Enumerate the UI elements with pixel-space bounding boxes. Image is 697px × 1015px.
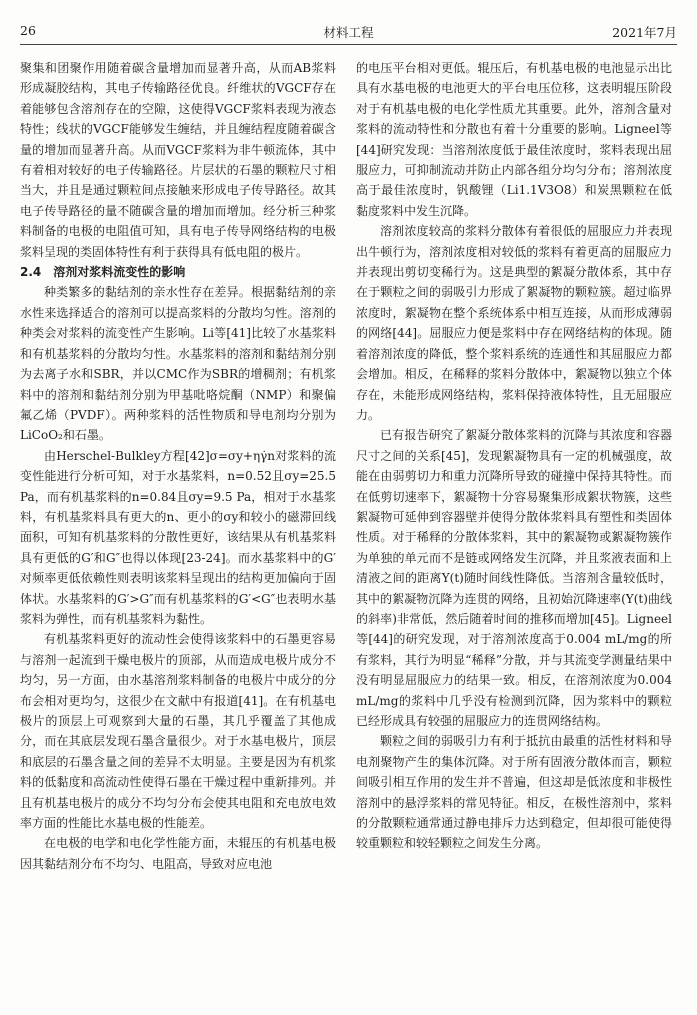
left-column xyxy=(20,58,336,874)
right-column xyxy=(356,58,672,854)
issue-date: 2021年7月 xyxy=(612,25,677,40)
page-header xyxy=(20,23,677,43)
page-number: 26 xyxy=(20,23,36,38)
paragraph: 已有报告研究了絮凝分散体浆料的沉降与其浓度和容器尺寸之间的关系[45]，发现絮凝物具有一定的机械强度，故能在由弱剪切力和重力沉降所导致的碰撞中保持其特性。而在低剪切速率下，絮凝物十分容易聚集形成絮状物簇，这些絮凝物可延伸到容器壁并使得分散体浆料具有塑性和类固体性质。对于稀释的分散体浆料，其中的絮凝物或絮凝物簇作为单独的单元而不是链或网络发生沉降，并且浆液表面和上清液之间的距离Y(t)随时间线性降低。当溶剂含量较低时，其中的絮凝物沉降为连贯的网络，且初始沉降速率(Y(t)曲线的斜率)非常低，然后随着时间的推移而增加[45]。Ligneel等[44]的研究发现，对于溶剂浓度高于0.004 mL/mg的所有浆料，其行为明显“稀释”分散，并与其流变学测量结果中没有明显屈服应力的结果一致。相反，在溶剂浓度为0.004 mL/mg的浆料中几乎没有检测到沉降，因为浆料中的颗粒已经形成具有较强的屈服应力的连贯网络结构。 xyxy=(356,428,672,728)
paragraph: 由Herschel-Bulkley方程[42]σ=σy+ηγ̇n对浆料的流变性能进行分析可知，对于水基浆料，n=0.52且σy=25.5 Pa，而有机基浆料的n=0.84且σy=9.5 Pa，相对于水基浆料，有机基浆料具有更大的n、更小的σy和较小的磁滞回线面积，可知有机基浆料的分散性更好，该结果从有机基浆料具有更低的G′和G″也得以体现[23-24]。而水基浆料中的G′对频率更低依赖性则表明该浆料呈现出的结构更加偏向于固体状。水基浆料的G′>G″而有机基浆料的G′<G″也表明水基浆料为弹性，而有机基浆料为黏性。 xyxy=(20,448,336,626)
journal-name: 材料工程 xyxy=(323,25,374,40)
paragraph: 有机基浆料更好的流动性会使得该浆料中的石墨更容易与溶剂一起流到干燥电极片的顶部，从而造成电极片成分不均匀，另一方面，由水基溶剂浆料制备的电极片中成分的分布会相对更均匀，这很少在文献中有报道[41]。在有机基电极片的顶层上可观察到大量的石墨，其几乎覆盖了其他成分，而在其底层发现石墨含量很少。对于水基电极片，顶层和底层的石墨含量之间的差异不太明显。主要是因为有机浆料的低黏度和高流动性使得石墨在干燥过程中重新排列。并且有机基电极片的成分不均匀分布会使其电阻和充电放电效率方面的性能比水基电极的性能差。 xyxy=(20,632,336,831)
paragraph: 种类繁多的黏结剂的亲水性存在差异。根据黏结剂的亲水性来选择适合的溶剂可以提高浆料的分散均匀性。溶剂的种类会对浆料的流变性产生影响。Li等[41]比较了水基浆料和有机基浆料的分散均匀性。水基浆料的溶剂和黏结剂分别为去离子水和SBR，并以CMC作为SBR的增稠剂；有机浆料中的溶剂和黏结剂分别为甲基吡咯烷酮（NMP）和聚偏氟乙烯（PVDF）。两种浆料的活性物质和导电剂均分别为LiCoO₂和石墨。 xyxy=(20,285,336,443)
paragraph: 的电压平台相对更低。辊压后，有机基电极的电池显示出比具有水基电极的电池更大的平台电压位移，这表明辊压阶段对于有机基电极的电化学性质尤其重要。此外，溶剂含量对浆料的流动特性和分散也有着十分重要的影响。Ligneel等[44]研究发现：当溶剂浓度低于最佳浓度时，浆料表现出屈服应力，可抑制流动并防止内部各组分均匀分布；溶剂浓度高于最佳浓度时，钒酸锂（Li1.1V3O8）和炭黑颗粒在低黏度浆料中发生沉降。 xyxy=(356,61,672,218)
section-heading: 2.4 溶剂对浆料流变性的影响 xyxy=(20,265,186,280)
paragraph: 溶剂浓度较高的浆料分散体有着很低的屈服应力并表现出牛顿行为，溶剂浓度相对较低的浆料有着更高的屈服应力并表现出剪切变稀行为。这是典型的絮凝分散体系，其中存在于颗粒之间的弱吸引力形成了絮凝物的颗粒簇。超过临界浓度时，絮凝物在整个系统体系中相互连接，从而形成薄弱的网络[44]。屈服应力便是浆料中存在网络结构的体现。随着溶剂浓度的降低，整个浆料系统的连通性和其屈服应力都会增加。相反，在稀释的浆料分散体中，絮凝物以独立个体存在，未能形成网络结构，浆料保持液体特性，且无屈服应力。 xyxy=(356,224,672,422)
paragraph: 在电极的电学和电化学性能方面，未辊压的有机基电极因其黏结剂分布不均匀、电阻高，导致对应电池 xyxy=(20,836,336,871)
paragraph: 聚集和团聚作用随着碳含量增加而显著升高，从而AB浆料形成凝胶结构，其电子传输路径优良。纤维状的VGCF存在着能够包含溶剂存在的空隙，这使得VGCF浆料表现为液态特性；线状的VGCF能够发生缠结，并且缠结程度随着碳含量的增加而显著升高。从而VGCF浆料为非牛顿流体，其中有着相对较好的电子传输路径。片层状的石墨的颗粒尺寸相当大，并且是通过颗粒间点接触来形成电子传导路径。故其电子传导路径的量不随碳含量的增加而增加。经分析三种浆料制备的电极的电阻值可知，具有电子传导网络结构的电极浆料呈现的类固体特性有利于获得具有低电阻的极片。 xyxy=(20,61,336,259)
header-rule xyxy=(20,44,677,45)
paragraph: 颗粒之间的弱吸引力有利于抵抗由最重的活性材料和导电剂聚物产生的集体沉降。对于所有固液分散体而言，颗粒间吸引相互作用的发生并不普遍，但这却是低浓度和非极性溶剂中的悬浮浆料的常见特征。相反，在极性溶剂中，浆料的分散颗粒通常通过静电排斥力达到稳定，但却很可能使得较重颗粒和较轻颗粒之间发生分离。 xyxy=(356,734,672,851)
